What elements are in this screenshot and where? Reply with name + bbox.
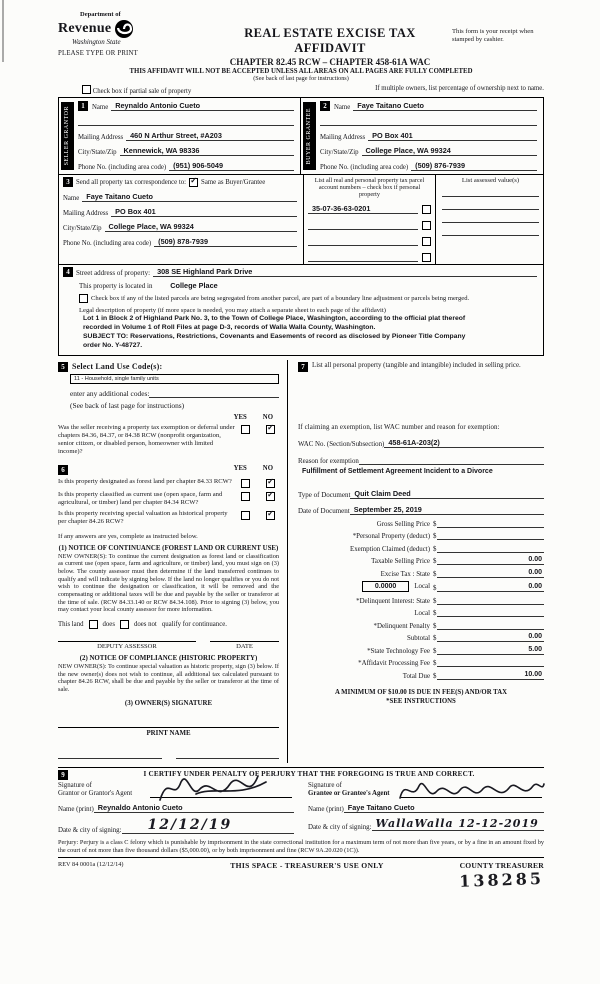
wac-number-label: WAC No. (Section/Subsection): [298, 440, 385, 448]
subtotal-label: Subtotal: [407, 635, 430, 643]
grantee-date-handwriting: WallaWalla 12-12-2019: [375, 816, 539, 830]
right-column: [288, 360, 544, 763]
exemption-claimed-field[interactable]: [437, 544, 544, 553]
seller-band: SELLER GRANTOR: [61, 102, 74, 170]
excise-tax-local-label: Local: [414, 583, 430, 591]
please-type-label: PLEASE TYPE OR PRINT: [58, 49, 138, 57]
chapter-subtitle: CHAPTER 82.45 RCW – CHAPTER 458-61A WAC: [229, 57, 431, 67]
multiple-owners-note: If multiple owners, list percentage of ownership next to name.: [375, 85, 544, 92]
assessed-value-field[interactable]: [442, 184, 539, 197]
price-table: Gross Selling Price $ *Personal Property (deduct) $ Exemption Claimed (deduct) $ Taxable Selling Price $ 0.00 Excise Tax : State $ 0.00 0.0000 Local $ 0.00 *Delinquent Interest: State $ Local $ *Delinquent Penalty $ Subtotal $ 0.00 *State Technology Fee $ 5.00 *Affidavit Processing Fee $ Total Due $ 10.00: [298, 519, 544, 680]
does-checkbox[interactable]: [89, 620, 98, 629]
notice-continuance-title: (1) NOTICE OF CONTINUANCE (FOREST LAND OR CURRENT USE): [58, 544, 279, 552]
segregated-checkbox[interactable]: [79, 294, 88, 303]
parcel-header: List all real and personal property tax parcel account numbers – check box if personal property: [314, 177, 425, 199]
print-name-label: PRINT NAME: [146, 729, 191, 737]
treasurer-stamp-number: 138285: [458, 869, 545, 892]
exemption-claimed-label: Exemption Claimed (deduct): [350, 545, 430, 553]
does-not-label: does not: [133, 620, 157, 628]
owner-print-line2[interactable]: [176, 749, 280, 759]
logo-revenue-text: Revenue: [58, 20, 112, 36]
deputy-date-line[interactable]: DATE: [210, 641, 279, 650]
grantee-signature-block: Signature of Grantee or Grantee's Agent Name (print) Faye Taitano Cueto Date & city of signing: WallaWalla 12-12-2019: [308, 782, 544, 834]
logo-dept-text: Department of: [80, 11, 121, 18]
dor-logo: [58, 12, 208, 57]
land-use-title: Select Land Use Code(s):: [72, 361, 163, 371]
partial-sale-checkbox[interactable]: [82, 85, 91, 94]
historic-question: Is this property receiving special valuation as historical property per chapter 84.26 RCW?: [58, 510, 228, 526]
historic-yes-checkbox[interactable]: [241, 511, 250, 520]
owner-signature-line2[interactable]: [58, 749, 162, 759]
see-back-note: (See back of last page for instructions): [253, 75, 349, 82]
additional-codes-field[interactable]: [149, 388, 279, 398]
gross-selling-price-field[interactable]: [437, 519, 544, 528]
section-property: [59, 264, 543, 354]
personal-property-deduct-field[interactable]: [437, 531, 544, 540]
left-column: [58, 360, 288, 763]
current-use-no-checkbox[interactable]: ✓: [267, 489, 274, 499]
reason-exemption-label: Reason for exemption: [298, 457, 359, 465]
located-in-label: This property is located in: [79, 282, 153, 291]
owner-signature-line[interactable]: [58, 715, 279, 728]
forest-yes-checkbox[interactable]: [241, 479, 250, 488]
county-treasurer-block: [426, 861, 544, 890]
parcel-field[interactable]: [308, 252, 418, 262]
same-as-buyer-label: Same as Buyer/Grantee: [201, 178, 266, 186]
logo-state-text: Washington State: [72, 37, 121, 46]
section-certification: [58, 767, 544, 834]
scan-artifact: [2, 0, 4, 62]
assessed-value-field[interactable]: [442, 223, 539, 236]
street-address-label: Street address of property:: [76, 269, 151, 278]
section-buyer: [301, 98, 543, 174]
located-in-value: College Place: [170, 281, 218, 291]
taxable-selling-price-label: Taxable Selling Price: [371, 558, 430, 566]
buyer-name-field[interactable]: Faye Taitano Cueto: [353, 101, 537, 111]
dor-swirl-icon: [113, 19, 135, 39]
exemption-yes-checkbox[interactable]: [241, 425, 250, 434]
grantee-date-field[interactable]: [372, 817, 544, 831]
state-technology-fee-label: *State Technology Fee: [367, 647, 430, 655]
parcel-personal-checkbox[interactable]: [422, 205, 431, 214]
grantor-signature-block: Signature of Grantor or Grantor's Agent Name (print) Reynaldo Antonio Cueto Date & city of signing: 12/12/19: [58, 782, 294, 834]
grantee-name-print-label: Name (print): [308, 805, 344, 813]
delinquent-interest-state-label: *Delinquent Interest: State: [356, 597, 430, 605]
receipt-note: This form is your receipt when stamped by cashier.: [452, 28, 534, 44]
send-correspondence-label: Send all property tax correspondence to:: [76, 178, 187, 186]
notice-compliance-title: (2) NOTICE OF COMPLIANCE (HISTORIC PROPERTY): [79, 654, 258, 662]
parcel-field[interactable]: [308, 220, 418, 230]
corr-city-field[interactable]: College Place, WA 99324: [105, 222, 297, 232]
section2-number: 2: [320, 101, 330, 111]
buyer-phone-field[interactable]: (509) 876-7939: [411, 161, 537, 171]
grantor-date-handwriting: 12/12/19: [147, 816, 233, 833]
buyer-mailing-field[interactable]: PO Box 401: [368, 131, 537, 141]
section6-number: 6: [58, 465, 68, 475]
buyer-city-field[interactable]: College Place, WA 99324: [362, 146, 537, 156]
section4-number: 4: [63, 267, 73, 277]
section1-number: 1: [78, 101, 88, 111]
parcel-personal-checkbox[interactable]: [422, 237, 431, 246]
local-rate-box[interactable]: 0.0000: [362, 581, 409, 592]
personal-property-deduct-label: *Personal Property (deduct): [352, 533, 430, 541]
buyer-band: BUYER GRANTEE: [303, 102, 316, 170]
qualify-label: qualify for continuance.: [161, 620, 227, 628]
affidavit-processing-fee-field[interactable]: [437, 658, 544, 667]
assessed-header: List assessed value(s): [461, 177, 520, 184]
date-of-document-field[interactable]: September 25, 2019: [350, 505, 544, 515]
current-use-question: Is this property classified as current use (open space, farm and agricultural, or timber) land per chapter 84.34 RCW?: [58, 490, 223, 506]
current-use-yes-checkbox[interactable]: [241, 492, 250, 501]
affidavit-processing-fee-label: *Affidavit Processing Fee: [358, 660, 430, 668]
yes-header: YES: [233, 464, 247, 472]
state-technology-fee-field[interactable]: 5.00: [437, 646, 544, 655]
parcel-personal-checkbox[interactable]: [422, 221, 431, 230]
buyer-name-label: Name: [334, 104, 351, 111]
notice-compliance-body: NEW OWNER(S): To continue special valuation as historic property, sign (3) below. If the new owner(s) does not wish to continue, all additional tax calculated pursuant to chapter 84.26 RCW, shall be due and payable by the seller or transferor at the time of sale.: [58, 662, 279, 693]
exemption-claim-label: If claiming an exemption, list WAC number and reason for exemption:: [298, 423, 500, 431]
exemption-deferral-question: Was the seller receiving a property tax exemption or deferral under chapters 84.36, 84.37, or 84.38 RCW (nonprofit organization, senior citizen, or disabled person, homeowner with limited income)?: [58, 423, 235, 456]
does-not-checkbox[interactable]: [120, 620, 129, 629]
grantor-name-print-label: Name (print): [58, 805, 94, 813]
assessed-value-field[interactable]: [442, 197, 539, 210]
corr-mailing-label: Mailing Address: [63, 210, 109, 217]
parcel-field[interactable]: [308, 236, 418, 246]
reason-exemption-field[interactable]: [359, 455, 544, 465]
no-header: NO: [262, 464, 273, 472]
does-label: does: [102, 620, 115, 628]
section9-number: 9: [58, 770, 68, 780]
land-use-code-select[interactable]: 11 - Household, single family units: [70, 374, 279, 384]
seller-city-field[interactable]: Kennewick, WA 98336: [120, 146, 294, 156]
corr-name-field[interactable]: Faye Taitano Cueto: [82, 192, 297, 202]
delinquent-interest-state-field[interactable]: [437, 596, 544, 605]
assessed-values-column: [435, 175, 545, 264]
subtotal-field[interactable]: 0.00: [437, 633, 544, 642]
delinquent-interest-local-field[interactable]: [437, 608, 544, 617]
header: [58, 12, 544, 67]
buyer-mailing-label: Mailing Address: [320, 134, 366, 141]
wac-number-field[interactable]: 458-61A-203(2): [384, 438, 544, 448]
taxable-selling-price-field[interactable]: 0.00: [437, 556, 544, 565]
delinquent-penalty-label: *Delinquent Penalty: [373, 622, 430, 630]
perjury-notice: Perjury: Perjury is a class C felony which is punishable by imprisonment in the state correctional institution for a maximum term of not more than five years, or by a fine in an amount fixed by the court of not more than five thousand dollars ($5,000.00), or by both imprisonment and fine (RCW 9A.20.020 (1C)).: [58, 839, 544, 858]
owners-signature-title: (3) OWNER(S) SIGNATURE: [124, 699, 213, 707]
seller-name2-field[interactable]: [78, 116, 294, 126]
gross-selling-price-label: Gross Selling Price: [376, 520, 430, 528]
grantor-sig-label: Signature of: [58, 781, 92, 789]
seller-phone-field[interactable]: (951) 906-5049: [169, 161, 294, 171]
same-as-buyer-checkbox[interactable]: ✓: [190, 175, 197, 185]
delinquent-interest-local-label: Local: [414, 610, 430, 618]
seller-name-field[interactable]: Reynaldo Antonio Cueto: [111, 101, 294, 111]
corr-mailing-field[interactable]: PO Box 401: [111, 207, 297, 217]
grantor-date-field[interactable]: [122, 817, 294, 834]
deputy-assessor-line[interactable]: DEPUTY ASSESSOR: [58, 641, 196, 650]
total-due-label: Total Due: [402, 672, 430, 680]
forest-land-question: Is this property designated as forest land per chapter 84.33 RCW?: [58, 477, 232, 485]
grantee-name-print-field[interactable]: Faye Taitano Cueto: [344, 803, 544, 813]
street-address-field[interactable]: 308 SE Highland Park Drive: [153, 267, 537, 277]
additional-codes-label: enter any additional codes:: [70, 388, 150, 398]
delinquent-penalty-field[interactable]: [437, 621, 544, 630]
excise-tax-state-field[interactable]: 0.00: [437, 569, 544, 578]
certify-statement: I CERTIFY UNDER PENALTY OF PERJURY THAT THE FOREGOING IS TRUE AND CORRECT.: [143, 769, 475, 778]
notice-continuance-body: NEW OWNER(S): To continue the current designation as forest land or classification as current use (open space, farm and agriculture, or timber) land, you must sign on (3) below. The county assessor must then determine if the land transferred continues to qualify and will indicate by signing below. If the land no longer qualifies or you do not wish to continue the designation or classification, it will be removed and the compensating or additional taxes will be due and payable by the seller or transferor at the time of sale. (RCW 84.33.140 or RCW 84.34.108). Prior to signing (3) below, you may contact your local county assessor for more information.: [58, 552, 279, 614]
parcel-numbers-column: [303, 175, 435, 264]
historic-no-checkbox[interactable]: ✓: [267, 509, 274, 519]
grantor-signature-line[interactable]: [150, 796, 292, 798]
section7-number: 7: [298, 362, 308, 372]
grantee-date-label: Date & city of signing:: [308, 823, 372, 831]
seller-mailing-field[interactable]: 460 N Arthur Street, #A203: [126, 131, 294, 141]
county-treasurer-label: COUNTY TREASURER: [459, 861, 544, 871]
corr-phone-label: Phone No. (including area code): [63, 240, 152, 247]
form-title: REAL ESTATE EXCISE TAX AFFIDAVIT: [244, 26, 416, 55]
grantee-sig-label: Signature of: [308, 781, 342, 789]
type-of-document-field[interactable]: Quit Claim Deed: [350, 489, 544, 499]
corr-name-label: Name: [63, 195, 80, 202]
buyer-city-label: City/State/Zip: [320, 149, 359, 156]
legal-description-text: Lot 1 in Block 2 of Highland Park No. 3, to the Town of College Place, Washington, according to the official plat thereof recorded in Volume 1 of Roll Files at page D-3, records of Walla Walla County, Washington. SUBJECT TO: Reservations, Restrictions, Covenants and Easements of record as disclosed by Pioneer Title Company order No. Y-48727.: [83, 315, 466, 349]
seller-name-label: Name: [92, 104, 109, 111]
personal-property-blank-area[interactable]: [298, 372, 544, 424]
personal-property-label: List all personal property (tangible and intangible) included in selling price.: [312, 361, 521, 369]
section-seller: [59, 98, 301, 174]
segregated-label: Check box if any of the listed parcels are being segregated from another parcel, are part of a boundary line adjustment or parcels being merged.: [91, 295, 470, 303]
legal-description-label: Legal description of property (if more space is needed, you may attach a separate sheet to each page of the affidavit): [79, 307, 386, 315]
date-of-document-label: Date of Document: [298, 506, 350, 515]
corr-phone-field[interactable]: (509) 878-7939: [154, 237, 297, 247]
grantee-signature-line[interactable]: [400, 796, 542, 798]
buyer-name2-field[interactable]: [320, 116, 537, 126]
grantor-name-print-field[interactable]: Reynaldo Antonio Cueto: [94, 803, 294, 813]
grantor-date-label: Date & city of signing:: [58, 826, 122, 834]
corr-city-label: City/State/Zip: [63, 225, 102, 232]
seller-mailing-label: Mailing Address: [78, 134, 124, 141]
land-use-see-back: (See back of last page for instructions): [70, 400, 185, 410]
type-of-document-label: Type of Document: [298, 490, 351, 499]
seller-city-label: City/State/Zip: [78, 149, 117, 156]
total-due-field[interactable]: 10.00: [437, 671, 544, 680]
section-correspondence: [59, 175, 303, 264]
excise-tax-local-field[interactable]: 0.00: [437, 583, 544, 592]
parcel-field[interactable]: 35-07-36-63-0201: [308, 204, 418, 214]
buyer-phone-label: Phone No. (including area code): [320, 164, 409, 171]
treasurer-space-label: THIS SPACE - TREASURER'S USE ONLY: [230, 861, 384, 871]
section5-number: 5: [58, 362, 68, 372]
forest-no-checkbox[interactable]: ✓: [267, 476, 274, 486]
excise-tax-state-label: Excise Tax : State: [380, 570, 430, 578]
partial-sale-label: Check box if partial sale of property: [92, 88, 192, 95]
section3-number: 3: [63, 177, 73, 187]
warning-line: THIS AFFIDAVIT WILL NOT BE ACCEPTED UNLESS ALL AREAS ON ALL PAGES ARE FULLY COMPLETED: [129, 68, 473, 75]
if-yes-note: If any answers are yes, complete as instructed below.: [58, 532, 198, 540]
exemption-no-checkbox[interactable]: ✓: [267, 422, 274, 432]
assessed-value-field[interactable]: [442, 210, 539, 223]
this-land-label: This land: [58, 620, 84, 628]
yes-header: YES: [233, 413, 247, 421]
form-revision: REV 84 0001a (12/12/14): [58, 861, 124, 869]
parcel-personal-checkbox[interactable]: [422, 253, 431, 262]
seller-phone-label: Phone No. (including area code): [78, 164, 167, 171]
minimum-fee-note: A MINIMUM OF $10.00 IS DUE IN FEE(S) AND/OR TAX *SEE INSTRUCTIONS: [334, 688, 508, 705]
reason-exemption-value: Fulfillment of Settlement Agreement Incident to a Divorce: [302, 467, 493, 475]
no-header: NO: [262, 413, 273, 421]
